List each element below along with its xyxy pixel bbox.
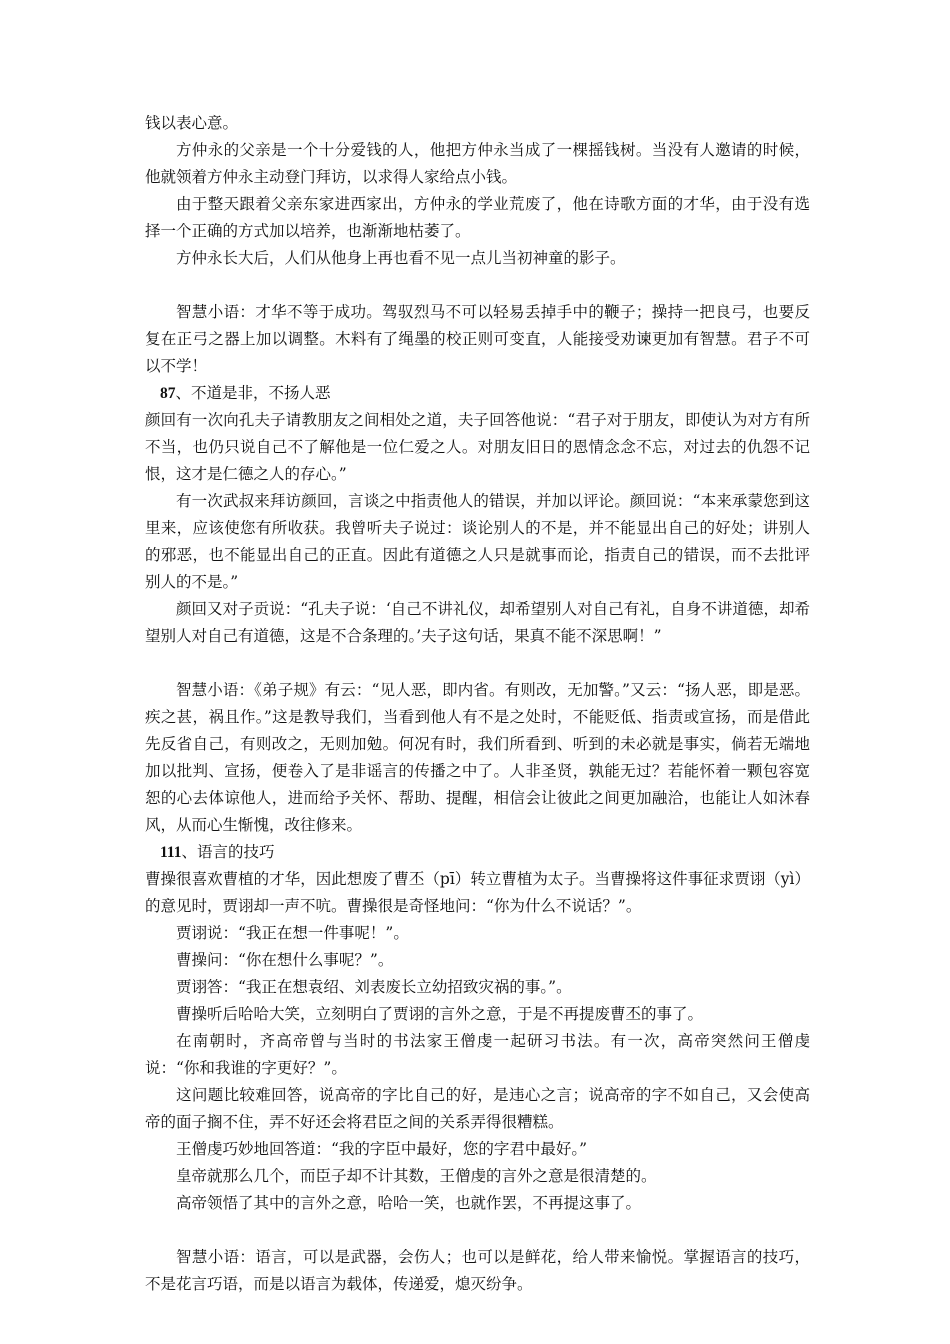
section-heading <box>145 380 810 407</box>
body-paragraph: 曹操听后哈哈大笑，立刻明白了贾诩的言外之意，于是不再提废曹丕的事了。 <box>176 1005 704 1023</box>
body-paragraph: 由于整天跟着父亲东家进西家出，方仲永的学业荒废了，他在诗歌方面的才华，由于没有选择一个正确的方式加以培养，也渐渐地枯萎了。 <box>145 195 810 240</box>
body-paragraph: 智慧小语：才华不等于成功。驾驭烈马不可以轻易丢掉手中的鞭子；操持一把良弓，也要反复在正弓之器上加以调整。木料有了绳墨的校正则可变直，人能接受劝谏更加有智慧。君子不可以不学！ <box>145 303 810 375</box>
section-heading <box>145 839 810 866</box>
body-paragraph: 高帝领悟了其中的言外之意，哈哈一笑，也就作罢，不再提这事了。 <box>176 1194 642 1212</box>
body-paragraph: 方仲永的父亲是一个十分爱钱的人，他把方仲永当成了一棵摇钱树。当没有人邀请的时候，他就领着方仲永主动登门拜访，以求得人家给点小钱。 <box>145 141 810 186</box>
body-paragraph: 颜回有一次向孔夫子请教朋友之间相处之道，夫子回答他说：“君子对于朋友，即使认为对方有所不当，也仍只说自己不了解他是一位仁爱之人。对朋友旧日的恩情念念不忘，对过去的仇怨不记恨，这才是仁德之人的存心。” <box>145 411 810 483</box>
body-paragraph: 王僧虔巧妙地回答道：“我的字臣中最好，您的字君中最好。” <box>176 1140 588 1158</box>
document-page <box>145 110 810 1298</box>
body-paragraph: 钱以表心意。 <box>145 114 239 132</box>
section-number: 111 <box>160 844 182 861</box>
body-paragraph: 这问题比较难回答，说高帝的字比自己的好，是违心之言；说高帝的字不如自己，又会使高帝的面子搁不住，弄不好还会将君臣之间的关系弄得很糟糕。 <box>145 1086 810 1131</box>
section-title: 、语言的技巧 <box>181 843 275 861</box>
body-paragraph: 曹操很喜欢曹植的才华，因此想废了曹丕（pī）转立曹植为太子。当曹操将这件事征求贾诩（yì）的意见时，贾诩却一声不吭。曹操很是奇怪地问：“你为什么不说话？”。 <box>145 870 810 915</box>
body-paragraph: 贾诩说：“我正在想一件事呢！”。 <box>176 924 409 942</box>
body-paragraph: 智慧小语：《弟子规》有云：“见人恶，即内省。有则改，无加警。”又云：“扬人恶，即是恶。疾之甚，祸且作。”这是教导我们，当看到他人有不是之处时，不能贬低、指责或宣扬，而是借此先反省自己，有则改之，无则加勉。何况有时，我们所看到、听到的未必就是事实，倘若无端地加以批判、宣扬，便卷入了是非谣言的传播之中了。人非圣贤，孰能无过？若能怀着一颗包容宽恕的心去体谅他人，进而给予关怀、帮助、提醒，相信会让彼此之间更加融洽，也能让人如沐春风，从而心生惭愧，改往修来。 <box>145 681 810 834</box>
body-paragraph: 曹操问：“你在想什么事呢？”。 <box>176 951 394 969</box>
blank-line <box>145 650 810 677</box>
body-paragraph: 智慧小语：语言，可以是武器，会伤人；也可以是鲜花，给人带来愉悦。掌握语言的技巧，不是花言巧语，而是以语言为载体，传递爱，熄灭纷争。 <box>145 1248 810 1293</box>
section-number: 87 <box>160 385 176 402</box>
body-paragraph: 颜回又对子贡说：“孔夫子说：‘自己不讲礼仪，却希望别人对自己有礼，自身不讲道德，却希望别人对自己有道德，这是不合条理的。’夫子这句话，果真不能不深思啊！” <box>145 600 810 645</box>
body-paragraph: 贾诩答：“我正在想袁绍、刘表废长立幼招致灾祸的事。”。 <box>176 978 572 996</box>
body-paragraph: 有一次武叔来拜访颜回，言谈之中指责他人的错误，并加以评论。颜回说：“本来承蒙您到这里来，应该使您有所收获。我曾听夫子说过：谈论别人的不是，并不能显出自己的好处；讲别人的邪恶，也不能显出自己的正直。因此有道德之人只是就事而论，指责自己的错误，而不去批评别人的不是。” <box>145 492 810 591</box>
blank-line <box>145 1217 810 1244</box>
body-paragraph: 在南朝时，齐高帝曾与当时的书法家王僧虔一起研习书法。有一次，高帝突然问王僧虔说：“你和我谁的字更好？”。 <box>145 1032 810 1077</box>
body-paragraph: 皇帝就那么几个，而臣子却不计其数，王僧虔的言外之意是很清楚的。 <box>176 1167 657 1185</box>
body-paragraph: 方仲永长大后，人们从他身上再也看不见一点儿当初神童的影子。 <box>176 249 626 267</box>
section-title: 、不道是非，不扬人恶 <box>175 384 331 402</box>
blank-line <box>145 272 810 299</box>
